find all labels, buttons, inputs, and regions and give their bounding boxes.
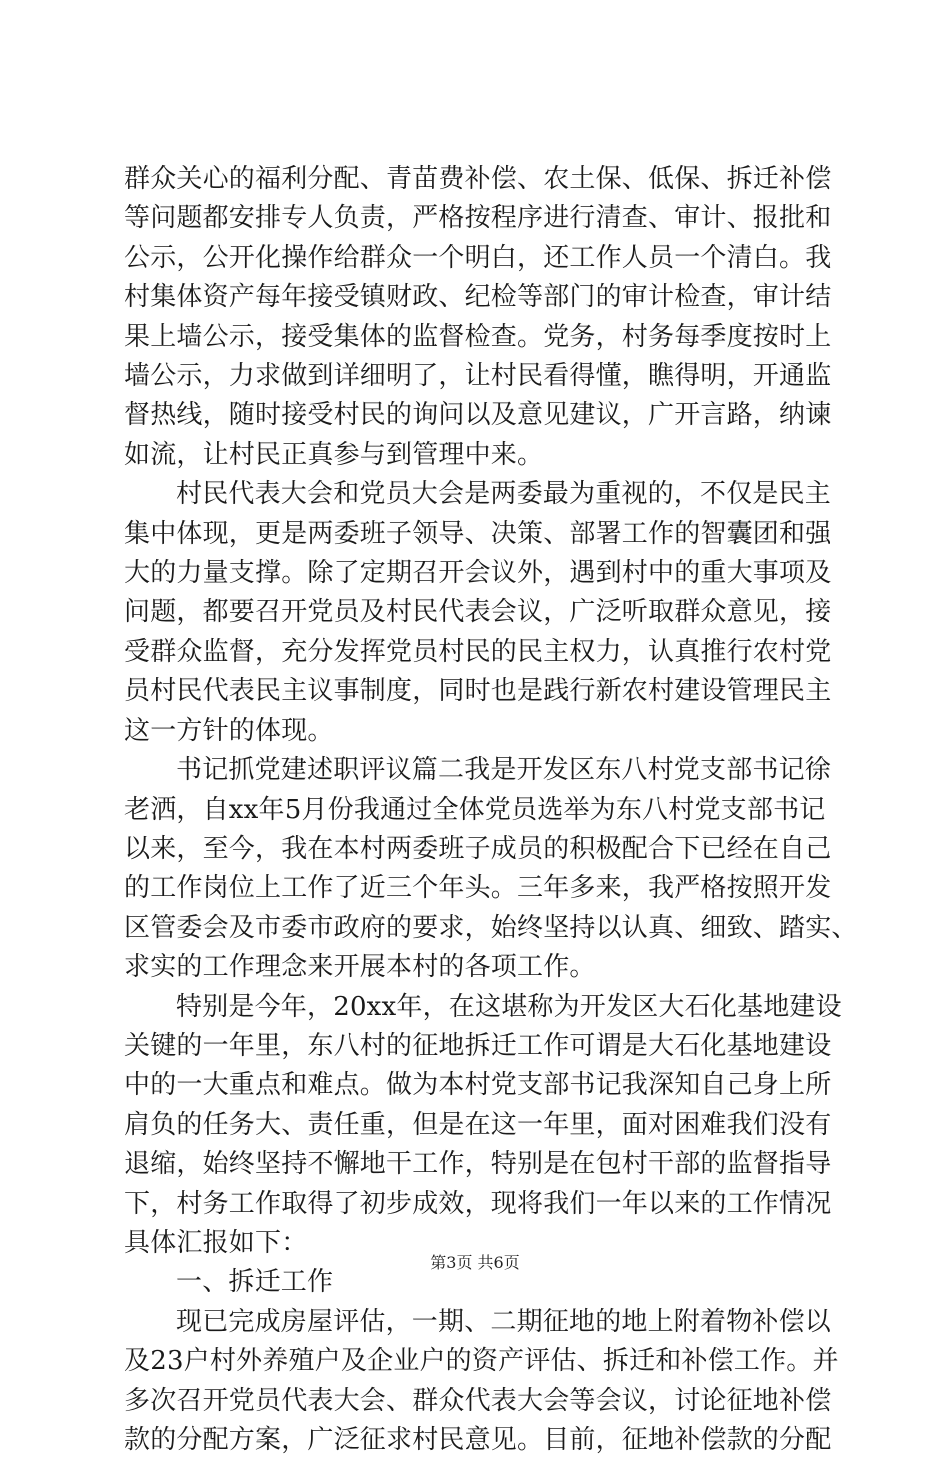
text-line: 这一方针的体现。: [124, 715, 334, 746]
text-line: 特别是今年，20xx年，在这堪称为开发区大石化基地建设: [176, 991, 842, 1022]
text-line: 求实的工作理念来开展本村的各项工作。: [124, 952, 596, 983]
text-line: 中的一大重点和难点。做为本村党支部书记我深知自己身上所: [124, 1070, 832, 1101]
text-line: 退缩，始终坚持不懈地干工作，特别是在包村干部的监督指导: [124, 1149, 832, 1180]
text-line: 关键的一年里，东八村的征地拆迁工作可谓是大石化基地建设: [124, 1030, 832, 1061]
text-line: 老洒，自xx年5月份我通过全体党员选举为东八村党支部书记: [124, 794, 826, 825]
text-line: 村集体资产每年接受镇财政、纪检等部门的审计检查，审计结: [124, 282, 832, 313]
text-line: 款的分配方案，广泛征求村民意见。目前，征地补偿款的分配: [124, 1425, 832, 1455]
text-line: 书记抓党建述职评议篇二我是开发区东八村党支部书记徐: [176, 755, 832, 786]
text-line: 公示，公开化操作给群众一个明白，还工作人员一个清白。我: [124, 242, 832, 273]
page-number-footer: 第3页 共6页: [430, 1253, 520, 1272]
text-line: 受群众监督，充分发挥党员村民的民主权力，认真推行农村党: [124, 636, 832, 667]
paragraph: [124, 988, 842, 1264]
text-line: 果上墙公示，接受集体的监督检查。党务，村务每季度按时上: [124, 321, 832, 352]
text-line: 群众关心的福利分配、青苗费补偿、农土保、低保、拆迁补偿: [124, 164, 832, 194]
paragraph: [124, 751, 858, 987]
text-line: 如流，让村民正真参与到管理中来。: [124, 439, 544, 470]
text-line: 督热线，随时接受村民的询问以及意见建议，广开言路，纳谏: [124, 400, 832, 431]
text-line: 等问题都安排专人负责，严格按程序进行清查、审计、报批和: [124, 203, 832, 234]
paragraph: [124, 1303, 839, 1460]
text-line: 肩负的任务大、责任重，但是在这一年里，面对困难我们没有: [124, 1109, 832, 1140]
text-line: 区管委会及市委市政府的要求，始终坚持以认真、细致、踏实、: [124, 912, 858, 943]
paragraph: [124, 475, 834, 751]
text-line: 问题，都要召开党员及村民代表会议，广泛听取群众意见，接: [124, 597, 832, 628]
text-line: 具体汇报如下：: [124, 1227, 308, 1258]
text-line: 以来，至今，我在本村两委班子成员的积极配合下已经在自己: [124, 833, 832, 864]
paragraph: [124, 160, 834, 475]
text-line: 员村民代表民主议事制度，同时也是践行新农村建设管理民主: [124, 676, 832, 707]
text-line: 的工作岗位上工作了近三个年头。三年多来，我严格按照开发: [124, 873, 832, 904]
text-line: 一、拆迁工作: [176, 1267, 334, 1298]
text-line: 墙公示，力求做到详细明了，让村民看得懂，瞧得明，开通监: [124, 361, 832, 392]
text-line: 多次召开党员代表大会、群众代表大会等会议，讨论征地补偿: [124, 1385, 832, 1416]
text-line: 村民代表大会和党员大会是两委最为重视的，不仅是民主: [176, 479, 832, 510]
text-line: 大的力量支撑。除了定期召开会议外，遇到村中的重大事项及: [124, 558, 832, 589]
text-line: 及23户村外养殖户及企业户的资产评估、拆迁和补偿工作。并: [124, 1346, 839, 1377]
text-line: 下，村务工作取得了初步成效，现将我们一年以来的工作情况: [124, 1188, 832, 1219]
text-line: 集中体现，更是两委班子领导、决策、部署工作的智囊团和强: [124, 518, 832, 549]
text-line: 现已完成房屋评估，一期、二期征地的地上附着物补偿以: [176, 1306, 832, 1337]
